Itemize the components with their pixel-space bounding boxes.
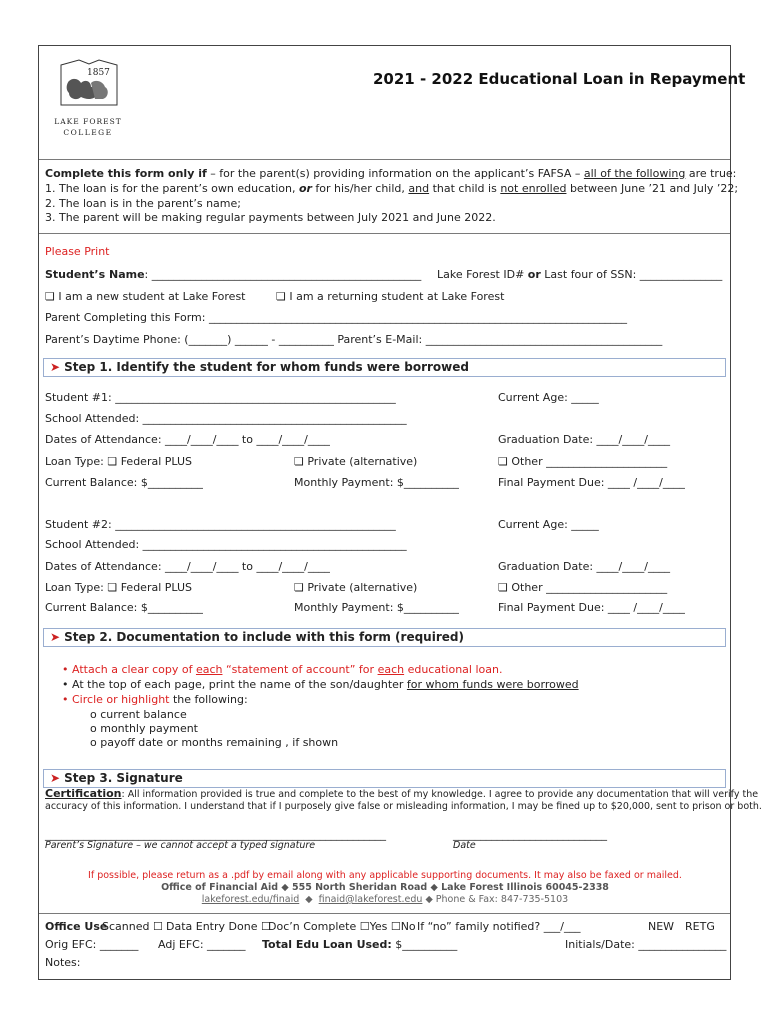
student-2-balance[interactable]: Current Balance: $__________ (45, 601, 203, 614)
finaid-web-link[interactable]: lakeforest.edu/finaid (201, 894, 300, 905)
student-1-loan-private[interactable]: ❏ Private (alternative) (294, 455, 418, 468)
new-student-checkbox[interactable]: ❏ I am a new student at Lake Forest (45, 290, 246, 303)
intro-text1: – for the parent(s) providing information on the applicant’s FAFSA – (206, 167, 584, 180)
condition-3: 3. The parent will be making regular payments between July 2021 and June 2022. (45, 211, 496, 224)
step2-bullet-1: • Attach a clear copy of each “statement of account” for each educational loan. (62, 663, 503, 676)
total-loan-line: $__________ (391, 938, 458, 951)
intro-divider (39, 233, 730, 234)
step2-sub-3: o payoff date or months remaining , if shown (90, 736, 339, 749)
step2-bullet-2: • At the top of each page, print the name of the son/daughter for whom funds were borrowed (62, 678, 579, 691)
header-divider (39, 159, 730, 160)
total-loan-field[interactable] (262, 938, 457, 951)
student-1-monthly[interactable]: Monthly Payment: $__________ (294, 476, 459, 489)
student-1-school[interactable]: School Attended: ________________________________________________ (45, 412, 407, 425)
office-use-label: Office Use (45, 920, 108, 933)
step2-bullet-3: • Circle or highlight the following: (62, 693, 248, 706)
phone-fax: ◆ Phone & Fax: 847-735-5103 (425, 894, 569, 905)
docn-complete-checkbox[interactable]: Doc’n Complete ☐Yes ☐No (268, 920, 416, 933)
step3-arrow-icon: ➤ (50, 771, 61, 785)
notes-label: Notes: (45, 956, 81, 969)
student-1-dates[interactable]: Dates of Attendance: ____/____/____ to ____/____/____ (45, 433, 330, 446)
student-1-balance[interactable]: Current Balance: $__________ (45, 476, 203, 489)
student-1-name[interactable]: Student #1: ___________________________________________________ (45, 391, 396, 404)
b1-each-2: each (377, 663, 405, 676)
orig-efc-field[interactable]: Orig EFC: _______ (45, 938, 139, 951)
scanned-checkbox[interactable]: Scanned ☐ (102, 920, 163, 933)
student-name-line: : _________________________________________________ (144, 268, 422, 281)
lf-id-label: Lake Forest ID# (437, 268, 528, 281)
step2-sub-2: o monthly payment (90, 722, 198, 735)
condition-1-not: not enrolled (500, 182, 567, 195)
signature-label: Parent’s Signature – we cannot accept a typed signature (45, 840, 316, 851)
family-notified-field[interactable]: If “no” family notified? ___/___ (417, 920, 581, 933)
condition-1-and: and (408, 182, 430, 195)
condition-1c: that child is (429, 182, 501, 195)
condition-1b: for his/her child, (311, 182, 409, 195)
certification-line-1 (45, 788, 758, 801)
date-label: Date (453, 840, 476, 851)
office-use-divider (39, 913, 730, 914)
student-name-field[interactable] (45, 268, 421, 281)
certification-text-1: : All information provided is true and complete to the best of my knowledge. I agree to provide any documentation that will verify the (121, 789, 759, 800)
b3-red: Circle or highlight (72, 693, 170, 706)
intro-lead: Complete this form only if (45, 167, 207, 180)
condition-2: 2. The loan is in the parent’s name; (45, 197, 241, 210)
step1-header (43, 358, 726, 377)
initials-date-field[interactable]: Initials/Date: ________________ (565, 938, 727, 951)
step2-sub-1: o current balance (90, 708, 187, 721)
step2-arrow-icon: ➤ (50, 630, 61, 644)
logo-name-line1: LAKE FOREST (54, 117, 122, 126)
b2a: At the top of each page, print the name of the son/daughter (72, 678, 407, 691)
student-2-loan-other[interactable]: ❏ Other ______________________ (498, 581, 668, 594)
b3: the following: (169, 693, 248, 706)
step3-label: Step 3. Signature (64, 771, 183, 785)
data-entry-checkbox[interactable]: Data Entry Done ☐ (166, 920, 271, 933)
student-2-loan-private[interactable]: ❏ Private (alternative) (294, 581, 418, 594)
returning-student-checkbox[interactable]: ❏ I am a returning student at Lake Forest (276, 290, 505, 303)
finaid-email-link[interactable]: finaid@lakeforest.edu (318, 894, 423, 905)
ssn-label: Last four of SSN: _______________ (540, 268, 723, 281)
contact-line: lakeforest.edu/finaid ◆ finaid@lakeforest.edu ◆ Phone & Fax: 847-735-5103 (201, 894, 569, 905)
student-2-final[interactable]: Final Payment Due: ____ /____/____ (498, 601, 685, 614)
student-2-dates[interactable]: Dates of Attendance: ____/____/____ to ____/____/____ (45, 560, 330, 573)
step3-header (43, 769, 726, 788)
intro-all: all of the following (583, 167, 686, 180)
adj-efc-field[interactable]: Adj EFC: _______ (158, 938, 246, 951)
retg-flag: RETG (685, 920, 715, 933)
student-1-loan-other[interactable]: ❏ Other ______________________ (498, 455, 668, 468)
intro-text2: are true: (685, 167, 737, 180)
date-line[interactable]: ____________________________ (453, 828, 607, 841)
please-print: Please Print (45, 245, 110, 258)
certification-label: Certification (45, 787, 122, 800)
b1c: educational loan. (404, 663, 503, 676)
student-2-name[interactable]: Student #2: ___________________________________________________ (45, 518, 396, 531)
student-name-label: Student’s Name (45, 268, 145, 281)
office-address: Office of Financial Aid ◆ 555 North Sheridan Road ◆ Lake Forest Illinois 60045-2338 (161, 882, 609, 893)
b1b: “statement of account” for (222, 663, 378, 676)
student-2-age[interactable]: Current Age: _____ (498, 518, 599, 531)
student-2-loan-federal[interactable]: Loan Type: ❏ Federal PLUS (45, 581, 193, 594)
step1-label: Step 1. Identify the student for whom funds were borrowed (64, 360, 469, 374)
student-2-school[interactable]: School Attended: ________________________________________________ (45, 538, 407, 551)
total-loan-label: Total Edu Loan Used: (262, 938, 392, 951)
b1-each-1: each (195, 663, 223, 676)
b2-underlined: for whom funds were borrowed (406, 678, 579, 691)
logo-name-line2: COLLEGE (63, 128, 113, 137)
return-note: If possible, please return as a .pdf by email along with any applicable supporting documents. It may also be faxed or mailed. (88, 870, 682, 881)
step2-label: Step 2. Documentation to include with this form (required) (64, 630, 464, 644)
step2-header (43, 628, 726, 647)
lake-forest-college-logo (51, 57, 126, 141)
id-ssn-field[interactable] (437, 268, 722, 281)
student-2-monthly[interactable]: Monthly Payment: $__________ (294, 601, 459, 614)
student-2-grad[interactable]: Graduation Date: ____/____/____ (498, 560, 670, 573)
form-title: 2021 - 2022 Educational Loan in Repayment (373, 70, 746, 88)
signature-line[interactable]: ______________________________________________________________ (45, 828, 386, 841)
certification-line-2: accuracy of this information. I understand that if I purposely give false or misleading information, I may be fined up to $20,000, sent to prison or both. (45, 801, 762, 812)
parent-phone-email-field[interactable]: Parent’s Daytime Phone: (_______) ______ - __________ Parent’s E-Mail: ___________________________________________ (45, 333, 663, 346)
parent-completing-field[interactable]: Parent Completing this Form: ____________________________________________________________________________ (45, 311, 627, 324)
new-flag: NEW (648, 920, 675, 933)
condition-1a: 1. The loan is for the parent’s own education, (45, 182, 299, 195)
student-1-age[interactable]: Current Age: _____ (498, 391, 599, 404)
b1a: Attach a clear copy of (72, 663, 196, 676)
intro-line (45, 167, 736, 180)
condition-1 (45, 182, 738, 195)
step1-arrow-icon: ➤ (50, 360, 61, 374)
id-or: or (527, 268, 541, 281)
logo-year: 1857 (87, 68, 110, 78)
student-1-loan-federal[interactable]: Loan Type: ❏ Federal PLUS (45, 455, 193, 468)
student-1-final[interactable]: Final Payment Due: ____ /____/____ (498, 476, 685, 489)
student-1-grad[interactable]: Graduation Date: ____/____/____ (498, 433, 670, 446)
condition-1d: between June ’21 and July ’22; (566, 182, 739, 195)
condition-1-or: or (298, 182, 312, 195)
